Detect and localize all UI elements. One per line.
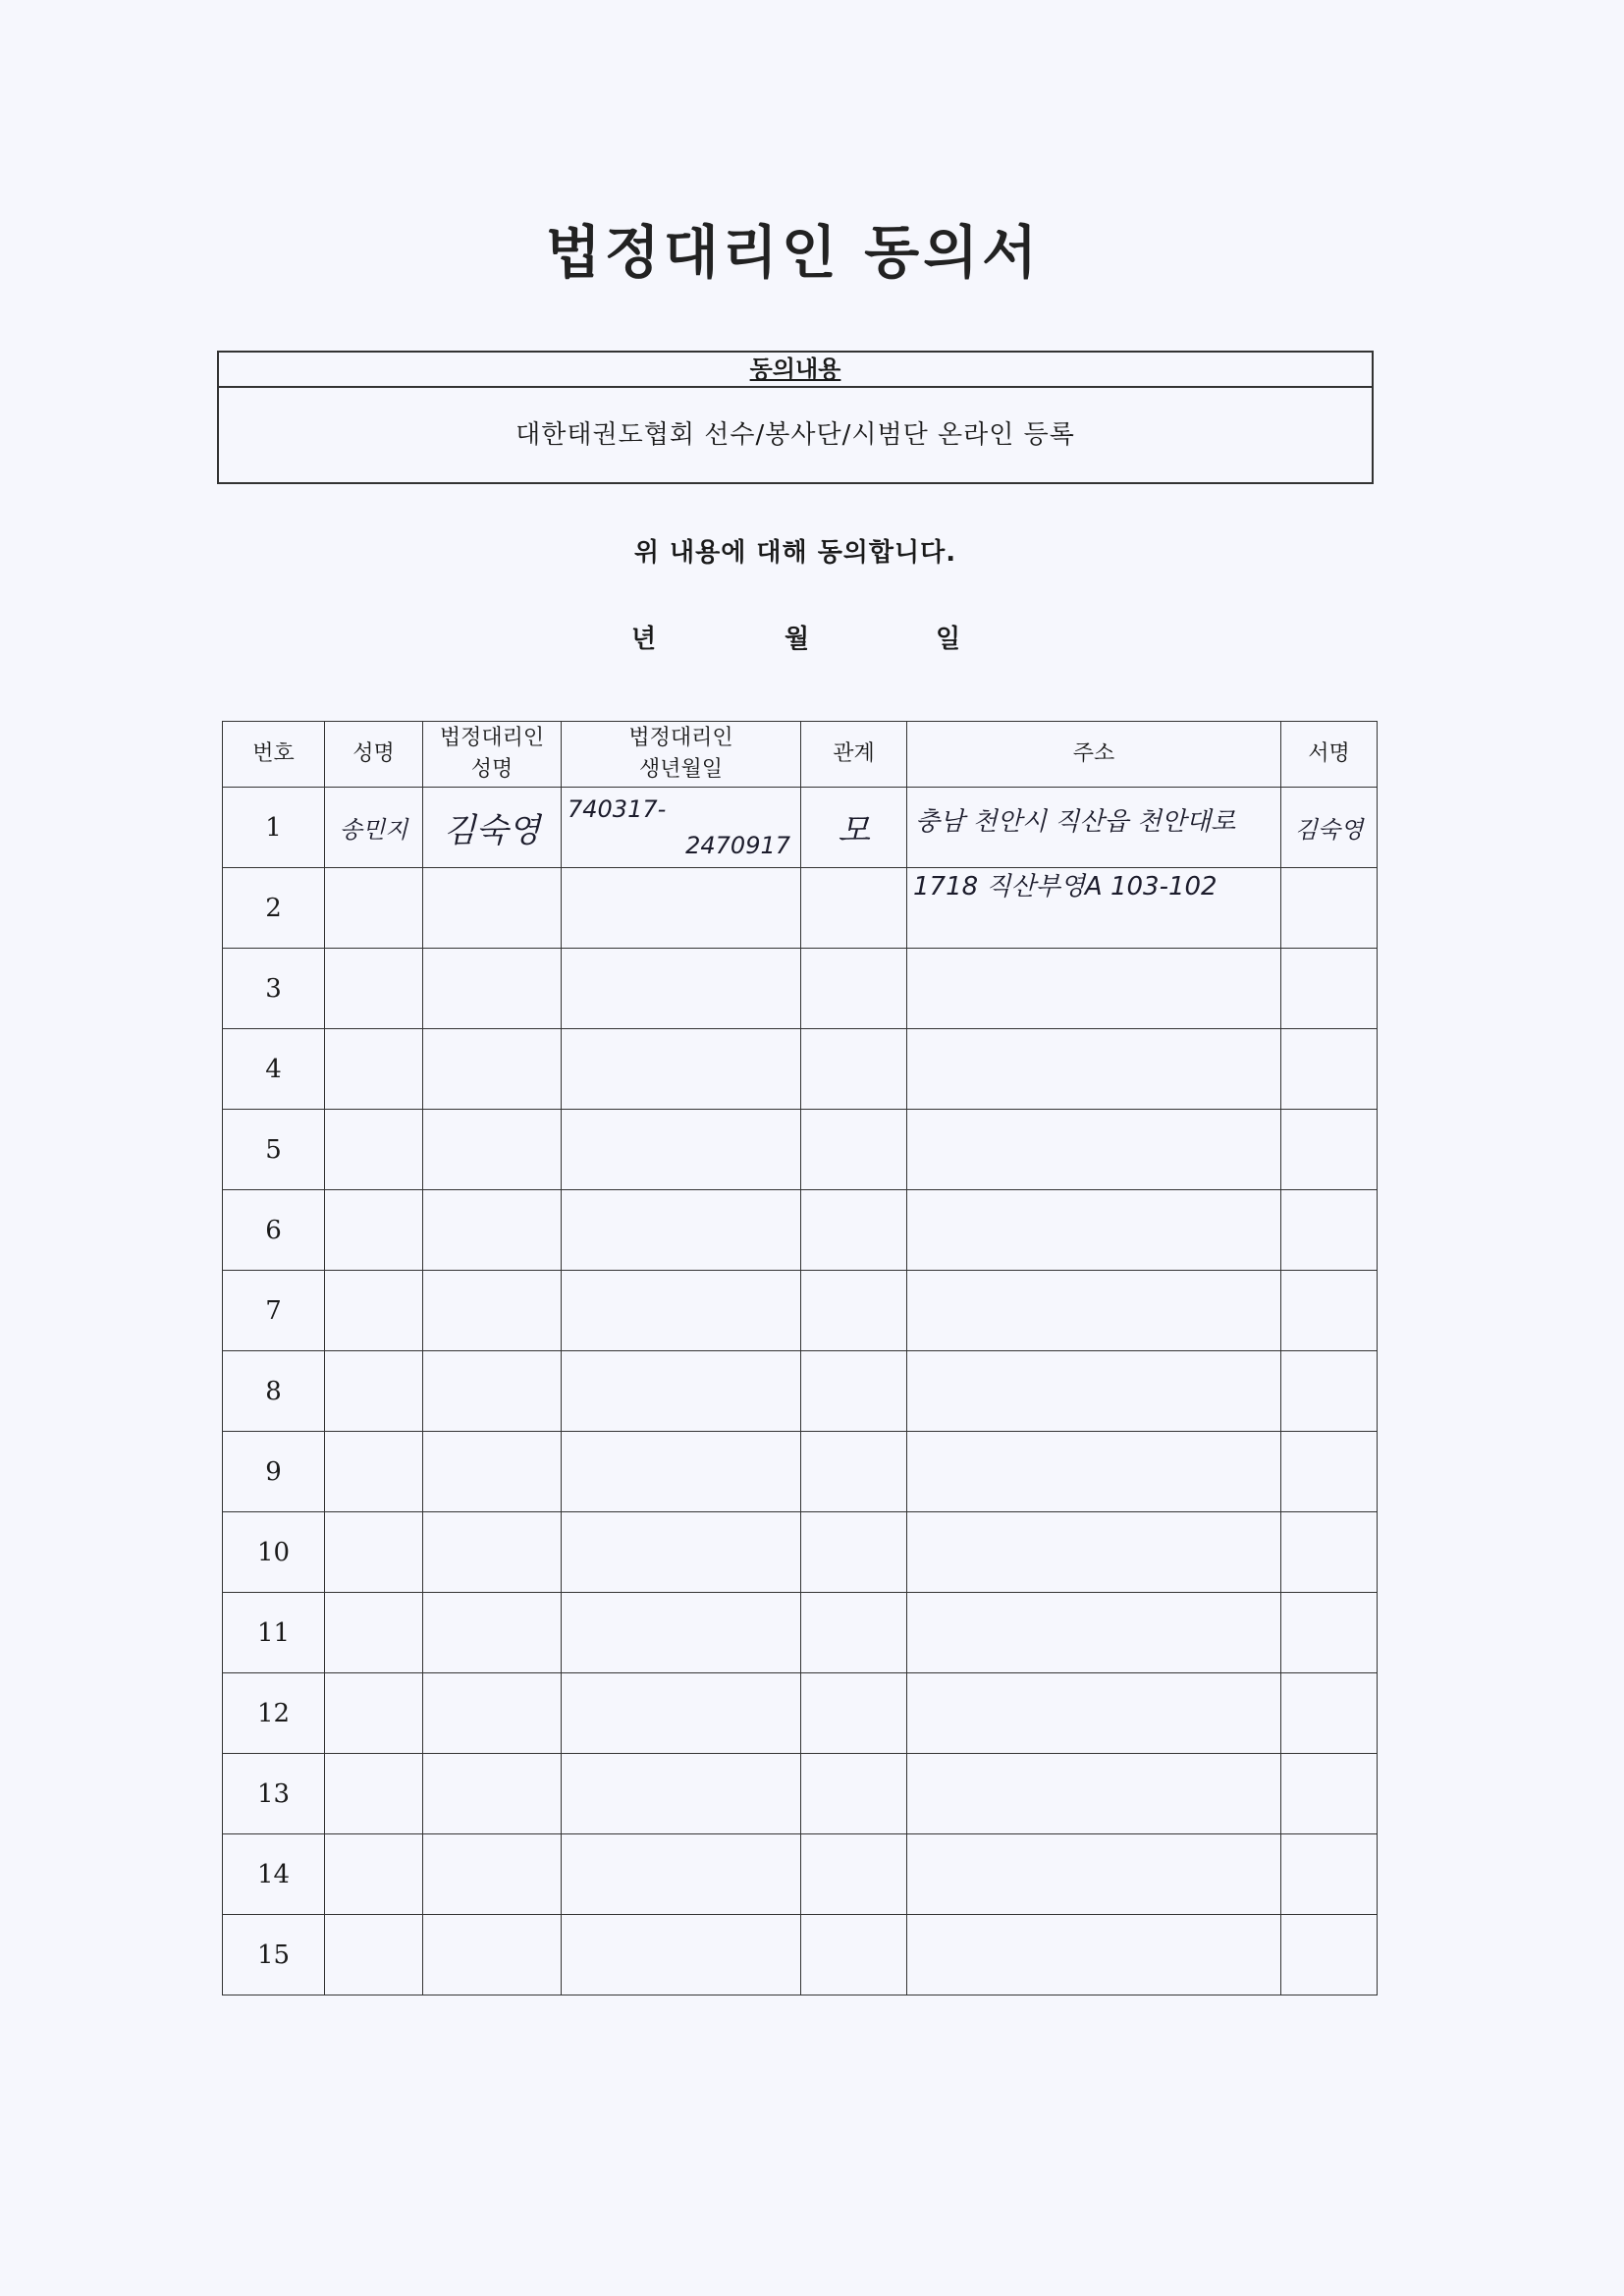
student-name-cell[interactable] — [325, 1834, 423, 1915]
student-name-cell[interactable] — [325, 949, 423, 1029]
guardian-name-cell[interactable] — [423, 1351, 562, 1432]
address-cell[interactable] — [907, 1351, 1281, 1432]
date-year-label: 년 — [631, 625, 657, 654]
page-title: 법정대리인 동의서 — [545, 219, 1042, 286]
student-name-cell[interactable] — [325, 1915, 423, 1995]
signature-cell[interactable] — [1281, 949, 1378, 1029]
date-month-label: 월 — [785, 625, 810, 654]
relation-cell[interactable] — [801, 1915, 907, 1995]
guardian-name-cell[interactable] — [423, 1593, 562, 1673]
consent-content-box — [217, 351, 1374, 484]
signature-cell[interactable] — [1281, 1271, 1378, 1351]
guardian-birth-cell[interactable] — [562, 1110, 801, 1190]
row-number: 3 — [223, 949, 325, 1029]
relation-cell[interactable] — [801, 1593, 907, 1673]
address-line-2: 1718 직산부영A 103-102 — [913, 872, 1218, 902]
address-cell[interactable] — [907, 1673, 1281, 1754]
table-row — [223, 788, 1378, 868]
relation-cell[interactable] — [801, 1834, 907, 1915]
header-guardian-name: 법정대리인 성명 — [423, 722, 562, 788]
relation-cell[interactable] — [801, 1512, 907, 1593]
relation-cell[interactable] — [801, 1110, 907, 1190]
header-signature: 서명 — [1281, 722, 1378, 788]
address-cell[interactable] — [907, 1512, 1281, 1593]
guardian-birth-cell[interactable] — [562, 1512, 801, 1593]
guardian-birth-cell[interactable] — [562, 1432, 801, 1512]
guardian-name-cell[interactable] — [423, 1190, 562, 1271]
table-row — [223, 1029, 1378, 1110]
table-row — [223, 1593, 1378, 1673]
student-name-cell[interactable] — [325, 1271, 423, 1351]
guardian-name-cell[interactable] — [423, 1754, 562, 1834]
guardian-birth-cell[interactable] — [562, 1915, 801, 1995]
guardian-birth-cell[interactable] — [562, 1351, 801, 1432]
address-cell[interactable] — [907, 1754, 1281, 1834]
row-number: 11 — [223, 1593, 325, 1673]
row-number: 4 — [223, 1029, 325, 1110]
row-number: 12 — [223, 1673, 325, 1754]
guardian-roster-table — [222, 721, 1378, 1995]
signature: 김숙영 — [1294, 816, 1364, 844]
signature-cell[interactable] — [1281, 868, 1378, 949]
table-row — [223, 1432, 1378, 1512]
signature-cell[interactable] — [1281, 1512, 1378, 1593]
guardian-birth-cell[interactable] — [562, 868, 801, 949]
address-line-1: 충남 천안시 직산읍 천안대로 — [915, 807, 1236, 837]
signature-cell[interactable] — [1281, 1351, 1378, 1432]
relation-cell[interactable] — [801, 949, 907, 1029]
header-no: 번호 — [223, 722, 325, 788]
row-number: 5 — [223, 1110, 325, 1190]
signature-cell[interactable] — [1281, 1190, 1378, 1271]
table-row — [223, 1915, 1378, 1995]
address-cell[interactable] — [907, 1271, 1281, 1351]
address-cell[interactable] — [907, 1432, 1281, 1512]
student-name-cell[interactable] — [325, 788, 423, 868]
header-guardian-birth: 법정대리인 생년월일 — [562, 722, 801, 788]
table-row — [223, 1512, 1378, 1593]
student-name: 송민지 — [339, 816, 408, 844]
guardian-name-cell[interactable] — [423, 1512, 562, 1593]
table-header-row — [223, 722, 1378, 788]
row-number: 2 — [223, 868, 325, 949]
student-name-cell[interactable] — [325, 1351, 423, 1432]
relation-cell[interactable] — [801, 868, 907, 949]
address-cell[interactable] — [907, 788, 1281, 902]
row-number: 14 — [223, 1834, 325, 1915]
signature-cell[interactable] — [1281, 1593, 1378, 1673]
relation-cell[interactable] — [801, 1271, 907, 1351]
guardian-birth-back: 2470917 — [685, 832, 790, 859]
table-row — [223, 1351, 1378, 1432]
guardian-name: 김숙영 — [443, 811, 541, 850]
address-cell[interactable] — [907, 1190, 1281, 1271]
consent-body: 대한태권도협회 선수/봉사단/시범단 온라인 등록 — [515, 420, 1075, 450]
row-number: 8 — [223, 1351, 325, 1432]
student-name-cell[interactable] — [325, 1512, 423, 1593]
student-name-cell[interactable] — [325, 1190, 423, 1271]
relation-cell[interactable] — [801, 1190, 907, 1271]
signature-cell[interactable] — [1281, 1110, 1378, 1190]
guardian-name-cell[interactable] — [423, 1271, 562, 1351]
student-name-cell[interactable] — [325, 1110, 423, 1190]
header-address: 주소 — [907, 722, 1281, 788]
row-number: 15 — [223, 1915, 325, 1995]
signature-cell[interactable] — [1281, 1915, 1378, 1995]
signature-cell[interactable] — [1281, 1673, 1378, 1754]
guardian-birth-cell[interactable] — [562, 1754, 801, 1834]
table-row — [223, 1834, 1378, 1915]
signature-cell[interactable] — [1281, 1432, 1378, 1512]
table-row — [223, 1673, 1378, 1754]
guardian-birth-cell[interactable] — [562, 1673, 801, 1754]
row-number: 9 — [223, 1432, 325, 1512]
guardian-birth-cell[interactable] — [562, 949, 801, 1029]
row-number: 1 — [223, 788, 325, 868]
address-cell[interactable] — [907, 1029, 1281, 1110]
guardian-name-cell[interactable] — [423, 788, 562, 868]
table-row — [223, 949, 1378, 1029]
relation-cell[interactable] — [801, 788, 907, 868]
table-row — [223, 1271, 1378, 1351]
student-name-cell[interactable] — [325, 868, 423, 949]
guardian-birth-cell[interactable] — [562, 1271, 801, 1351]
guardian-birth-front: 740317- — [568, 795, 667, 823]
address-cell[interactable] — [907, 1593, 1281, 1673]
signature-cell[interactable] — [1281, 1754, 1378, 1834]
guardian-name-cell[interactable] — [423, 1110, 562, 1190]
signature-cell[interactable] — [1281, 1834, 1378, 1915]
guardian-birth-cell[interactable] — [562, 1593, 801, 1673]
guardian-name-cell[interactable] — [423, 1673, 562, 1754]
student-name-cell[interactable] — [325, 1593, 423, 1673]
relation-cell[interactable] — [801, 1673, 907, 1754]
student-name-cell[interactable] — [325, 1029, 423, 1110]
address-cell[interactable] — [907, 949, 1281, 1029]
signature-cell[interactable] — [1281, 1029, 1378, 1110]
guardian-birth-cell[interactable] — [562, 788, 801, 868]
row-number: 7 — [223, 1271, 325, 1351]
guardian-name-cell[interactable] — [423, 1432, 562, 1512]
consent-header — [219, 353, 1372, 388]
student-name-cell[interactable] — [325, 1673, 423, 1754]
address-cell[interactable] — [907, 1834, 1281, 1915]
guardian-name-cell[interactable] — [423, 868, 562, 949]
student-name-cell[interactable] — [325, 1754, 423, 1834]
guardian-name-cell[interactable] — [423, 1029, 562, 1110]
guardian-name-cell[interactable] — [423, 949, 562, 1029]
header-relation: 관계 — [801, 722, 907, 788]
row-number: 10 — [223, 1512, 325, 1593]
guardian-name-cell[interactable] — [423, 1915, 562, 1995]
relation-cell[interactable] — [801, 1432, 907, 1512]
header-name: 성명 — [325, 722, 423, 788]
row-number: 6 — [223, 1190, 325, 1271]
relation-cell[interactable] — [801, 1754, 907, 1834]
consent-header-label: 동의내용 — [749, 355, 841, 383]
relation-cell[interactable] — [801, 1351, 907, 1432]
guardian-birth-cell[interactable] — [562, 1029, 801, 1110]
table-row — [223, 1110, 1378, 1190]
guardian-birth-cell[interactable] — [562, 1834, 801, 1915]
date-day-label: 일 — [936, 625, 961, 654]
signature-cell[interactable] — [1281, 788, 1378, 868]
address-cell[interactable] — [907, 1915, 1281, 1995]
table-row — [223, 1754, 1378, 1834]
agree-statement: 위 내용에 대해 동의합니다. — [633, 538, 957, 568]
table-row — [223, 1190, 1378, 1271]
guardian-name-cell[interactable] — [423, 1834, 562, 1915]
relation-value: 모 — [838, 811, 870, 850]
row-number: 13 — [223, 1754, 325, 1834]
relation-cell[interactable] — [801, 1029, 907, 1110]
address-cell[interactable] — [907, 1110, 1281, 1190]
guardian-birth-cell[interactable] — [562, 1190, 801, 1271]
student-name-cell[interactable] — [325, 1432, 423, 1512]
